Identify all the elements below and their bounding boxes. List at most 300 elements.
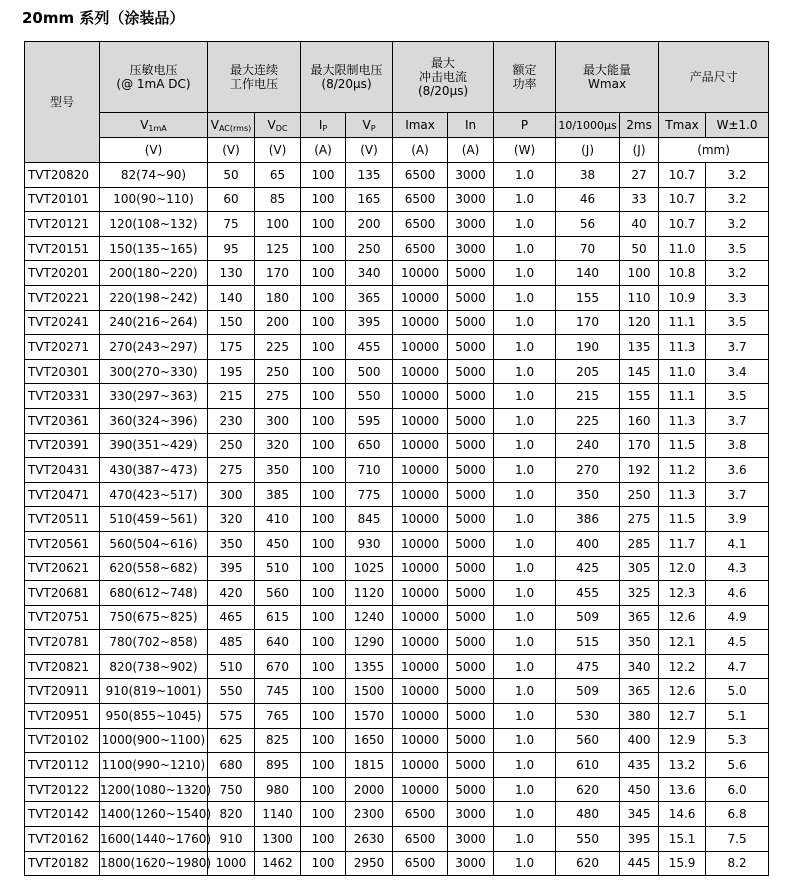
cell-energy-2ms: 110 <box>620 285 659 310</box>
cell-in: 5000 <box>448 408 494 433</box>
cell-varistor-voltage: 82(74~90) <box>100 163 208 188</box>
cell-energy-2ms: 365 <box>620 605 659 630</box>
cell-width: 3.5 <box>706 236 769 261</box>
cell-power: 1.0 <box>494 531 556 556</box>
cell-vac: 820 <box>208 802 255 827</box>
cell-vac: 910 <box>208 827 255 852</box>
cell-width: 5.0 <box>706 679 769 704</box>
cell-width: 4.5 <box>706 630 769 655</box>
cell-power: 1.0 <box>494 581 556 606</box>
cell-ip: 100 <box>301 359 346 384</box>
cell-in: 3000 <box>448 212 494 237</box>
table-row <box>25 728 769 753</box>
cell-in: 5000 <box>448 556 494 581</box>
cell-energy-10-1000us: 550 <box>556 827 620 852</box>
cell-vdc: 180 <box>255 285 301 310</box>
cell-power: 1.0 <box>494 654 556 679</box>
cell-model: TVT20751 <box>25 605 100 630</box>
cell-energy-2ms: 340 <box>620 654 659 679</box>
cell-in: 3000 <box>448 187 494 212</box>
cell-power: 1.0 <box>494 605 556 630</box>
cell-energy-2ms: 275 <box>620 507 659 532</box>
cell-width: 3.2 <box>706 261 769 286</box>
cell-model: TVT20182 <box>25 851 100 876</box>
table-row <box>25 605 769 630</box>
table-header <box>25 42 769 163</box>
cell-in: 5000 <box>448 753 494 778</box>
cell-model: TVT20151 <box>25 236 100 261</box>
cell-vdc: 385 <box>255 482 301 507</box>
cell-vp: 930 <box>346 531 393 556</box>
cell-vp: 200 <box>346 212 393 237</box>
cell-vp: 1500 <box>346 679 393 704</box>
cell-vdc: 745 <box>255 679 301 704</box>
unit-cell: (A) <box>448 138 494 163</box>
cell-vac: 300 <box>208 482 255 507</box>
cell-energy-10-1000us: 190 <box>556 335 620 360</box>
cell-in: 5000 <box>448 704 494 729</box>
cell-ip: 100 <box>301 187 346 212</box>
cell-vac: 1000 <box>208 851 255 876</box>
cell-varistor-voltage: 360(324~396) <box>100 408 208 433</box>
cell-vac: 150 <box>208 310 255 335</box>
cell-energy-2ms: 350 <box>620 630 659 655</box>
cell-vac: 195 <box>208 359 255 384</box>
cell-tmax: 12.7 <box>659 704 706 729</box>
cell-varistor-voltage: 120(108~132) <box>100 212 208 237</box>
cell-width: 4.1 <box>706 531 769 556</box>
cell-vp: 135 <box>346 163 393 188</box>
cell-ip: 100 <box>301 581 346 606</box>
cell-energy-2ms: 100 <box>620 261 659 286</box>
cell-model: TVT20781 <box>25 630 100 655</box>
cell-width: 3.9 <box>706 507 769 532</box>
cell-vdc: 640 <box>255 630 301 655</box>
cell-model: TVT20331 <box>25 384 100 409</box>
cell-vp: 595 <box>346 408 393 433</box>
cell-energy-10-1000us: 620 <box>556 777 620 802</box>
cell-energy-2ms: 135 <box>620 335 659 360</box>
cell-imax: 10000 <box>393 556 448 581</box>
cell-energy-10-1000us: 509 <box>556 679 620 704</box>
cell-vac: 395 <box>208 556 255 581</box>
cell-vp: 1120 <box>346 581 393 606</box>
cell-power: 1.0 <box>494 728 556 753</box>
table-row <box>25 261 769 286</box>
symbol-imax: Imax <box>393 113 448 138</box>
cell-width: 3.7 <box>706 482 769 507</box>
cell-energy-10-1000us: 46 <box>556 187 620 212</box>
table-row <box>25 507 769 532</box>
cell-varistor-voltage: 200(180~220) <box>100 261 208 286</box>
cell-ip: 100 <box>301 802 346 827</box>
cell-imax: 10000 <box>393 753 448 778</box>
cell-varistor-voltage: 470(423~517) <box>100 482 208 507</box>
cell-energy-10-1000us: 38 <box>556 163 620 188</box>
cell-tmax: 11.3 <box>659 335 706 360</box>
cell-varistor-voltage: 560(504~616) <box>100 531 208 556</box>
cell-vdc: 765 <box>255 704 301 729</box>
cell-ip: 100 <box>301 556 346 581</box>
cell-vac: 130 <box>208 261 255 286</box>
cell-vp: 775 <box>346 482 393 507</box>
cell-vdc: 510 <box>255 556 301 581</box>
cell-width: 4.3 <box>706 556 769 581</box>
cell-in: 3000 <box>448 827 494 852</box>
cell-in: 5000 <box>448 679 494 704</box>
cell-tmax: 11.2 <box>659 458 706 483</box>
cell-imax: 10000 <box>393 605 448 630</box>
cell-model: TVT20431 <box>25 458 100 483</box>
cell-in: 5000 <box>448 605 494 630</box>
cell-vp: 455 <box>346 335 393 360</box>
cell-imax: 10000 <box>393 384 448 409</box>
cell-tmax: 15.1 <box>659 827 706 852</box>
table-row <box>25 359 769 384</box>
symbol-energy-10-1000us: 10/1000μs <box>556 113 620 138</box>
cell-vac: 60 <box>208 187 255 212</box>
cell-ip: 100 <box>301 531 346 556</box>
cell-vp: 550 <box>346 384 393 409</box>
cell-tmax: 12.6 <box>659 605 706 630</box>
cell-tmax: 11.0 <box>659 359 706 384</box>
cell-energy-10-1000us: 350 <box>556 482 620 507</box>
cell-width: 3.7 <box>706 335 769 360</box>
cell-model: TVT20561 <box>25 531 100 556</box>
cell-power: 1.0 <box>494 753 556 778</box>
cell-imax: 6500 <box>393 802 448 827</box>
page-title: 20mm 系列（涂装品） <box>22 9 185 27</box>
cell-tmax: 11.5 <box>659 507 706 532</box>
table-row <box>25 310 769 335</box>
header-varistor-voltage: 压敏电压 (@ 1mA DC) <box>100 42 208 113</box>
cell-width: 3.4 <box>706 359 769 384</box>
cell-model: TVT20121 <box>25 212 100 237</box>
cell-in: 5000 <box>448 630 494 655</box>
cell-varistor-voltage: 620(558~682) <box>100 556 208 581</box>
cell-energy-10-1000us: 215 <box>556 384 620 409</box>
cell-width: 3.2 <box>706 212 769 237</box>
symbol-p: P <box>494 113 556 138</box>
cell-power: 1.0 <box>494 236 556 261</box>
header-rated-power: 额定 功率 <box>494 42 556 113</box>
cell-imax: 10000 <box>393 335 448 360</box>
cell-tmax: 12.3 <box>659 581 706 606</box>
cell-energy-10-1000us: 560 <box>556 728 620 753</box>
cell-varistor-voltage: 1400(1260~1540) <box>100 802 208 827</box>
cell-model: TVT20201 <box>25 261 100 286</box>
cell-tmax: 12.1 <box>659 630 706 655</box>
cell-varistor-voltage: 270(243~297) <box>100 335 208 360</box>
cell-width: 5.3 <box>706 728 769 753</box>
unit-cell: (W) <box>494 138 556 163</box>
cell-energy-2ms: 400 <box>620 728 659 753</box>
cell-power: 1.0 <box>494 310 556 335</box>
cell-varistor-voltage: 390(351~429) <box>100 433 208 458</box>
cell-imax: 10000 <box>393 654 448 679</box>
cell-energy-2ms: 450 <box>620 777 659 802</box>
cell-width: 3.8 <box>706 433 769 458</box>
cell-vdc: 410 <box>255 507 301 532</box>
cell-ip: 100 <box>301 605 346 630</box>
cell-in: 5000 <box>448 581 494 606</box>
cell-energy-10-1000us: 386 <box>556 507 620 532</box>
cell-in: 5000 <box>448 507 494 532</box>
cell-vdc: 450 <box>255 531 301 556</box>
cell-varistor-voltage: 950(855~1045) <box>100 704 208 729</box>
cell-vp: 1355 <box>346 654 393 679</box>
symbol-tmax: Tmax <box>659 113 706 138</box>
cell-in: 3000 <box>448 851 494 876</box>
cell-vdc: 1140 <box>255 802 301 827</box>
cell-in: 3000 <box>448 802 494 827</box>
cell-imax: 10000 <box>393 728 448 753</box>
cell-in: 5000 <box>448 433 494 458</box>
table-row <box>25 408 769 433</box>
cell-vac: 175 <box>208 335 255 360</box>
cell-ip: 100 <box>301 728 346 753</box>
cell-energy-10-1000us: 205 <box>556 359 620 384</box>
cell-in: 5000 <box>448 359 494 384</box>
header-max-continuous-voltage: 最大连续 工作电压 <box>208 42 301 113</box>
cell-energy-10-1000us: 475 <box>556 654 620 679</box>
table-body <box>25 163 769 876</box>
cell-energy-2ms: 50 <box>620 236 659 261</box>
cell-tmax: 12.6 <box>659 679 706 704</box>
cell-width: 3.3 <box>706 285 769 310</box>
cell-tmax: 10.9 <box>659 285 706 310</box>
cell-vdc: 1462 <box>255 851 301 876</box>
cell-ip: 100 <box>301 310 346 335</box>
cell-width: 6.0 <box>706 777 769 802</box>
cell-ip: 100 <box>301 163 346 188</box>
cell-vp: 1290 <box>346 630 393 655</box>
cell-tmax: 11.0 <box>659 236 706 261</box>
cell-model: TVT20112 <box>25 753 100 778</box>
cell-energy-10-1000us: 480 <box>556 802 620 827</box>
cell-varistor-voltage: 240(216~264) <box>100 310 208 335</box>
cell-tmax: 12.2 <box>659 654 706 679</box>
cell-tmax: 11.3 <box>659 482 706 507</box>
table-row <box>25 163 769 188</box>
cell-varistor-voltage: 100(90~110) <box>100 187 208 212</box>
cell-power: 1.0 <box>494 187 556 212</box>
cell-power: 1.0 <box>494 630 556 655</box>
cell-tmax: 15.9 <box>659 851 706 876</box>
cell-imax: 10000 <box>393 704 448 729</box>
cell-in: 3000 <box>448 236 494 261</box>
cell-width: 6.8 <box>706 802 769 827</box>
unit-cell: (J) <box>556 138 620 163</box>
cell-model: TVT20951 <box>25 704 100 729</box>
cell-vdc: 1300 <box>255 827 301 852</box>
cell-imax: 10000 <box>393 359 448 384</box>
cell-vac: 550 <box>208 679 255 704</box>
header-symbol-row <box>25 113 769 138</box>
table-row <box>25 187 769 212</box>
cell-energy-10-1000us: 140 <box>556 261 620 286</box>
cell-power: 1.0 <box>494 851 556 876</box>
unit-cell: (V) <box>255 138 301 163</box>
cell-vdc: 85 <box>255 187 301 212</box>
cell-tmax: 12.0 <box>659 556 706 581</box>
table-row <box>25 630 769 655</box>
unit-cell: (V) <box>100 138 208 163</box>
cell-imax: 6500 <box>393 827 448 852</box>
cell-imax: 10000 <box>393 630 448 655</box>
table-row <box>25 433 769 458</box>
cell-vp: 2950 <box>346 851 393 876</box>
cell-width: 4.9 <box>706 605 769 630</box>
unit-cell-size: (mm) <box>659 138 769 163</box>
cell-varistor-voltage: 1100(990~1210) <box>100 753 208 778</box>
cell-width: 4.6 <box>706 581 769 606</box>
cell-in: 5000 <box>448 384 494 409</box>
cell-vdc: 350 <box>255 458 301 483</box>
cell-varistor-voltage: 1200(1080~1320) <box>100 777 208 802</box>
cell-energy-2ms: 395 <box>620 827 659 852</box>
cell-power: 1.0 <box>494 827 556 852</box>
cell-tmax: 13.2 <box>659 753 706 778</box>
cell-power: 1.0 <box>494 777 556 802</box>
cell-ip: 100 <box>301 212 346 237</box>
cell-power: 1.0 <box>494 433 556 458</box>
cell-energy-10-1000us: 170 <box>556 310 620 335</box>
cell-imax: 10000 <box>393 507 448 532</box>
cell-imax: 6500 <box>393 187 448 212</box>
cell-power: 1.0 <box>494 261 556 286</box>
cell-power: 1.0 <box>494 458 556 483</box>
model-header: 型号 <box>25 42 100 163</box>
cell-ip: 100 <box>301 261 346 286</box>
table-row <box>25 531 769 556</box>
cell-in: 5000 <box>448 654 494 679</box>
cell-ip: 100 <box>301 236 346 261</box>
cell-energy-2ms: 365 <box>620 679 659 704</box>
cell-vp: 650 <box>346 433 393 458</box>
cell-ip: 100 <box>301 630 346 655</box>
cell-varistor-voltage: 430(387~473) <box>100 458 208 483</box>
cell-tmax: 11.1 <box>659 384 706 409</box>
cell-energy-10-1000us: 225 <box>556 408 620 433</box>
cell-model: TVT20821 <box>25 654 100 679</box>
cell-varistor-voltage: 220(198~242) <box>100 285 208 310</box>
cell-ip: 100 <box>301 458 346 483</box>
cell-tmax: 10.7 <box>659 163 706 188</box>
cell-vdc: 125 <box>255 236 301 261</box>
cell-vp: 340 <box>346 261 393 286</box>
table-row <box>25 556 769 581</box>
table-row <box>25 704 769 729</box>
header-max-clamping-voltage: 最大限制电压 (8/20μs) <box>301 42 393 113</box>
symbol-width: W±1.0 <box>706 113 769 138</box>
cell-vac: 50 <box>208 163 255 188</box>
cell-power: 1.0 <box>494 679 556 704</box>
cell-width: 5.6 <box>706 753 769 778</box>
table-row <box>25 212 769 237</box>
cell-energy-2ms: 250 <box>620 482 659 507</box>
cell-energy-2ms: 120 <box>620 310 659 335</box>
cell-vdc: 275 <box>255 384 301 409</box>
cell-imax: 10000 <box>393 581 448 606</box>
cell-width: 8.2 <box>706 851 769 876</box>
cell-power: 1.0 <box>494 359 556 384</box>
cell-vp: 1240 <box>346 605 393 630</box>
cell-imax: 10000 <box>393 261 448 286</box>
cell-ip: 100 <box>301 384 346 409</box>
cell-ip: 100 <box>301 827 346 852</box>
cell-energy-10-1000us: 530 <box>556 704 620 729</box>
cell-vp: 395 <box>346 310 393 335</box>
cell-model: TVT20301 <box>25 359 100 384</box>
cell-imax: 6500 <box>393 212 448 237</box>
table-row <box>25 458 769 483</box>
cell-energy-2ms: 160 <box>620 408 659 433</box>
symbol-vp: VP <box>346 113 393 138</box>
cell-tmax: 11.5 <box>659 433 706 458</box>
cell-vac: 750 <box>208 777 255 802</box>
symbol-vac: VAC(rms) <box>208 113 255 138</box>
cell-width: 5.1 <box>706 704 769 729</box>
cell-vp: 365 <box>346 285 393 310</box>
symbol-ip: IP <box>301 113 346 138</box>
cell-model: TVT20271 <box>25 335 100 360</box>
cell-vac: 320 <box>208 507 255 532</box>
cell-tmax: 11.1 <box>659 310 706 335</box>
cell-model: TVT20142 <box>25 802 100 827</box>
cell-in: 5000 <box>448 728 494 753</box>
cell-ip: 100 <box>301 777 346 802</box>
cell-ip: 100 <box>301 408 346 433</box>
cell-energy-10-1000us: 400 <box>556 531 620 556</box>
table-row <box>25 777 769 802</box>
cell-ip: 100 <box>301 433 346 458</box>
cell-vdc: 895 <box>255 753 301 778</box>
cell-vdc: 300 <box>255 408 301 433</box>
cell-imax: 6500 <box>393 163 448 188</box>
cell-in: 5000 <box>448 261 494 286</box>
cell-imax: 10000 <box>393 679 448 704</box>
cell-model: TVT20511 <box>25 507 100 532</box>
table-row <box>25 827 769 852</box>
table-row <box>25 384 769 409</box>
cell-model: TVT20391 <box>25 433 100 458</box>
symbol-vdc: VDC <box>255 113 301 138</box>
cell-varistor-voltage: 820(738~902) <box>100 654 208 679</box>
table-row <box>25 679 769 704</box>
cell-imax: 10000 <box>393 310 448 335</box>
cell-varistor-voltage: 780(702~858) <box>100 630 208 655</box>
unit-cell: (J) <box>620 138 659 163</box>
cell-imax: 10000 <box>393 285 448 310</box>
cell-varistor-voltage: 680(612~748) <box>100 581 208 606</box>
cell-power: 1.0 <box>494 704 556 729</box>
cell-power: 1.0 <box>494 802 556 827</box>
cell-vdc: 615 <box>255 605 301 630</box>
cell-vp: 710 <box>346 458 393 483</box>
cell-energy-10-1000us: 620 <box>556 851 620 876</box>
cell-power: 1.0 <box>494 384 556 409</box>
cell-model: TVT20162 <box>25 827 100 852</box>
cell-vp: 1025 <box>346 556 393 581</box>
cell-width: 4.7 <box>706 654 769 679</box>
cell-model: TVT20681 <box>25 581 100 606</box>
cell-vac: 420 <box>208 581 255 606</box>
cell-model: TVT20471 <box>25 482 100 507</box>
cell-power: 1.0 <box>494 507 556 532</box>
cell-vdc: 320 <box>255 433 301 458</box>
cell-vp: 2300 <box>346 802 393 827</box>
